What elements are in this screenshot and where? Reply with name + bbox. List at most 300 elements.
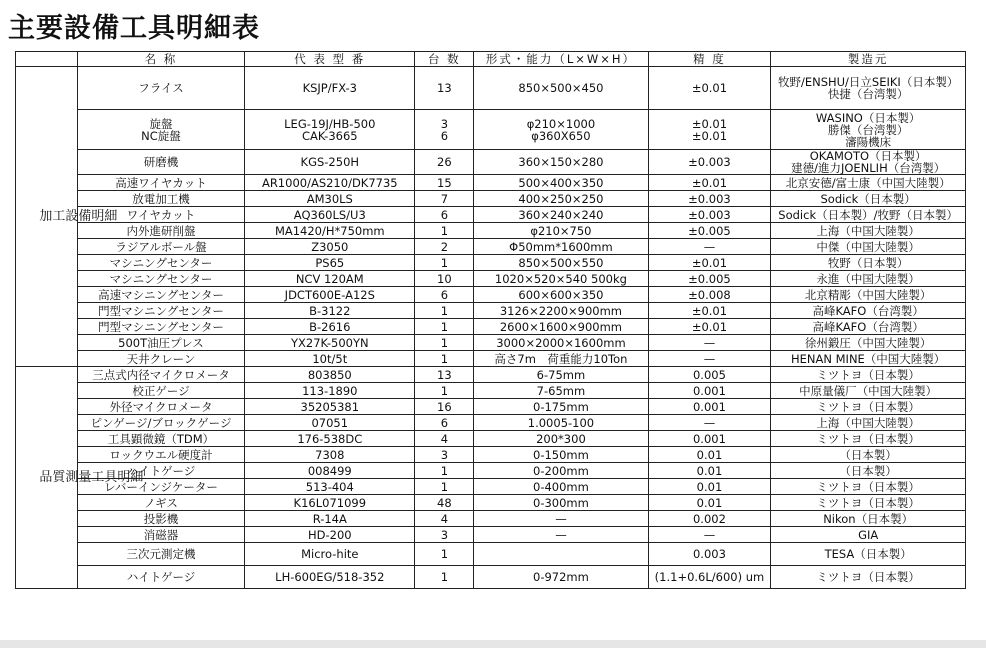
- row-qty-line: 2: [440, 239, 449, 254]
- row-precision-line: ±0.01: [691, 116, 728, 131]
- row-qty-line: 13: [437, 81, 452, 95]
- row-precision: [648, 319, 771, 335]
- row-name-line: ノギス: [144, 495, 178, 510]
- row-maker-line: 北京精彫（中国大陸製）: [804, 287, 932, 302]
- row-spec: [474, 287, 648, 303]
- row-qty: [415, 415, 474, 431]
- row-model-line: NCV 120AM: [295, 271, 364, 286]
- row-maker-line: TESA（日本製）: [824, 547, 912, 561]
- row-model: [245, 255, 415, 271]
- row-maker: [771, 463, 966, 479]
- row-maker: [771, 351, 966, 367]
- row-maker: [771, 431, 966, 447]
- category-measuring: [16, 367, 144, 589]
- row-spec: [474, 543, 648, 566]
- row-precision: [648, 399, 771, 415]
- row-model: [245, 287, 415, 303]
- row-qty: [415, 383, 474, 399]
- row-spec: [474, 110, 648, 150]
- row-name-line: 門型マシニングセンター: [98, 303, 224, 318]
- row-spec: [474, 255, 648, 271]
- row-name: [77, 527, 244, 543]
- row-model: [245, 223, 415, 239]
- row-model-line: KGS-250H: [300, 155, 360, 169]
- table-row: [16, 447, 966, 463]
- row-model-line: 803850: [307, 367, 352, 382]
- row-qty-line: 1: [440, 383, 449, 398]
- row-maker-line: ミツトヨ（日本製）: [816, 399, 920, 414]
- row-name: [77, 303, 244, 319]
- table-row: [16, 207, 966, 223]
- table-row: [16, 303, 966, 319]
- row-spec-line: 1.0005-100: [527, 415, 595, 430]
- row-qty: [415, 110, 474, 150]
- row-maker-line: OKAMOTO（日本製）: [809, 149, 927, 163]
- row-name: [77, 351, 244, 367]
- row-precision: [648, 511, 771, 527]
- row-name: [77, 175, 244, 191]
- row-maker: [771, 383, 966, 399]
- row-precision: [648, 271, 771, 287]
- row-model: [245, 479, 415, 495]
- row-qty: [415, 335, 474, 351]
- row-model-line: AQ360LS/U3: [293, 207, 366, 222]
- row-model: [245, 367, 415, 383]
- row-qty-line: 1: [440, 463, 449, 478]
- row-maker-line: 中原量儀厂（中国大陸製）: [799, 383, 938, 398]
- row-model-line: B-2616: [309, 319, 351, 334]
- row-model-line: B-3122: [309, 303, 351, 318]
- row-precision-line: —: [703, 335, 716, 350]
- row-model-line: YX27K-500YN: [290, 335, 369, 350]
- row-qty: [415, 463, 474, 479]
- row-maker-line: WASINO（日本製）: [815, 110, 921, 125]
- row-name: [77, 511, 244, 527]
- row-maker-line: （日本製）: [839, 447, 897, 462]
- table-row: [16, 175, 966, 191]
- row-name-line: ハイトゲージ: [126, 570, 196, 584]
- row-precision-line: ±0.005: [688, 271, 731, 286]
- row-maker-line: 建德/進力JOENLIH（台湾製）: [791, 161, 946, 175]
- row-model-line: 513-404: [305, 479, 354, 494]
- row-name-line: 工具顕微鏡（TDM）: [107, 431, 215, 446]
- row-maker: [771, 495, 966, 511]
- row-precision: [648, 495, 771, 511]
- row-name: [77, 110, 244, 150]
- row-model-line: KSJP/FX-3: [302, 81, 357, 95]
- row-name-line: 校正ゲージ: [132, 383, 190, 398]
- row-qty-line: 15: [437, 175, 452, 190]
- row-qty-line: 1: [440, 570, 449, 584]
- row-model: [245, 495, 415, 511]
- row-precision: [648, 110, 771, 150]
- row-precision: [648, 335, 771, 351]
- table-row: [16, 495, 966, 511]
- row-maker: [771, 67, 966, 110]
- row-model-line: 07051: [311, 415, 349, 430]
- row-qty-line: 4: [440, 511, 449, 526]
- row-spec-line: 0-300mm: [533, 495, 589, 510]
- table-row: [16, 110, 966, 150]
- table-row: [16, 415, 966, 431]
- row-spec: [474, 223, 648, 239]
- row-name-line: レバーインジケーター: [104, 479, 218, 494]
- row-name-line: 高速ワイヤカット: [115, 175, 207, 190]
- row-precision: [648, 150, 771, 175]
- row-precision: [648, 207, 771, 223]
- row-qty-line: 1: [440, 303, 449, 318]
- row-maker: [771, 415, 966, 431]
- row-precision: [648, 447, 771, 463]
- row-maker: [771, 223, 966, 239]
- row-maker-line: ミツトヨ（日本製）: [816, 479, 920, 494]
- row-name: [77, 223, 244, 239]
- row-name-line: ハイトゲージ: [126, 463, 196, 478]
- row-qty: [415, 566, 474, 589]
- row-spec: [474, 431, 648, 447]
- row-maker: [771, 191, 966, 207]
- row-maker-line: ミツトヨ（日本製）: [816, 570, 920, 584]
- row-spec: [474, 479, 648, 495]
- row-name-line: 三次元測定機: [126, 547, 196, 561]
- row-qty-line: 1: [440, 351, 449, 366]
- row-qty-line: 16: [437, 399, 452, 414]
- row-qty: [415, 543, 474, 566]
- row-precision-line: 0.003: [692, 547, 726, 561]
- row-spec: [474, 527, 648, 543]
- row-spec-line: 0-972mm: [533, 570, 589, 584]
- table-row: [16, 511, 966, 527]
- row-name-line: 外径マイクロメータ: [109, 399, 213, 414]
- row-precision-line: 0.001: [692, 431, 726, 446]
- row-model: [245, 351, 415, 367]
- row-precision-line: ±0.01: [691, 303, 728, 318]
- row-maker-line: 上海（中国大陸製）: [816, 415, 920, 430]
- row-qty-line: 1: [440, 319, 449, 334]
- row-name-line: 三点式内径マイクロメータ: [92, 367, 230, 382]
- row-maker-line: GIA: [858, 527, 879, 542]
- row-precision-line: —: [703, 239, 716, 254]
- row-maker-line: ミツトヨ（日本製）: [816, 495, 920, 510]
- row-maker: [771, 335, 966, 351]
- row-qty: [415, 479, 474, 495]
- table-row: [16, 239, 966, 255]
- row-precision: [648, 175, 771, 191]
- row-spec-line: 2600×1600×900mm: [499, 319, 623, 334]
- row-precision: [648, 431, 771, 447]
- row-spec: [474, 67, 648, 110]
- table-row: [16, 255, 966, 271]
- row-precision-line: 0.002: [692, 511, 726, 526]
- row-name: [77, 543, 244, 566]
- row-qty: [415, 255, 474, 271]
- row-qty: [415, 271, 474, 287]
- row-qty-line: 3: [440, 116, 449, 131]
- row-precision: [648, 463, 771, 479]
- row-qty: [415, 150, 474, 175]
- row-maker: [771, 287, 966, 303]
- row-model: [245, 303, 415, 319]
- row-model-line: JDCT600E-A12S: [284, 287, 375, 302]
- row-precision-line: ±0.01: [691, 319, 728, 334]
- row-maker: [771, 367, 966, 383]
- row-qty-line: 1: [440, 479, 449, 494]
- row-qty: [415, 303, 474, 319]
- row-spec-line: 360×150×280: [518, 155, 604, 169]
- row-precision-line: —: [703, 527, 716, 542]
- table-row: [16, 566, 966, 589]
- row-maker: [771, 271, 966, 287]
- row-qty-line: 7: [440, 191, 449, 206]
- row-qty-line: 48: [437, 495, 452, 510]
- row-model: [245, 67, 415, 110]
- row-qty: [415, 367, 474, 383]
- header-spec: 形式・能力（L×W×H）: [474, 52, 648, 67]
- table-row: [16, 399, 966, 415]
- row-spec-line: —: [555, 511, 567, 526]
- row-maker: [771, 399, 966, 415]
- header-qty: 台 数: [415, 52, 474, 67]
- row-name: [77, 566, 244, 589]
- row-model-line: MA1420/H*750mm: [274, 223, 385, 238]
- row-model: [245, 191, 415, 207]
- row-qty: [415, 447, 474, 463]
- row-precision: [648, 415, 771, 431]
- row-maker: [771, 319, 966, 335]
- row-qty-line: 6: [440, 415, 449, 430]
- row-maker-line: 牧野/ENSHU/日立SEIKI（日本製）: [777, 75, 959, 89]
- row-precision-line: ±0.005: [688, 223, 731, 238]
- table-row: [16, 527, 966, 543]
- row-name-line: 天井クレーン: [126, 351, 196, 366]
- row-spec-line: —: [555, 527, 567, 542]
- row-name-line: 高速マシニングセンター: [98, 287, 224, 302]
- row-qty: [415, 511, 474, 527]
- header-name: 名 称: [77, 52, 244, 67]
- row-model-line: 35205381: [300, 399, 360, 414]
- row-name: [77, 191, 244, 207]
- row-name: [77, 383, 244, 399]
- row-maker-line: ミツトヨ（日本製）: [816, 431, 920, 446]
- row-precision: [648, 303, 771, 319]
- row-qty: [415, 287, 474, 303]
- row-qty: [415, 319, 474, 335]
- row-spec: [474, 150, 648, 175]
- row-name-line: ラジアルボール盤: [115, 239, 207, 254]
- row-qty-line: 6: [440, 207, 449, 222]
- row-maker-line: 上海（中国大陸製）: [816, 223, 920, 238]
- row-name: [77, 367, 244, 383]
- row-model-line: 176-538DC: [297, 431, 363, 446]
- row-maker-line: Nikon（日本製）: [823, 511, 914, 526]
- row-model: [245, 566, 415, 589]
- row-maker-line: 永進（中国大陸製）: [816, 271, 920, 286]
- row-precision-line: 0.01: [696, 447, 723, 462]
- row-precision-line: (1.1+0.6L/600) um: [654, 570, 765, 584]
- page-title: 主要設備工具明細表: [8, 13, 260, 44]
- row-precision: [648, 223, 771, 239]
- row-precision-line: 0.005: [692, 367, 726, 382]
- row-spec: [474, 399, 648, 415]
- row-precision-line: 0.01: [696, 463, 723, 478]
- equipment-table: [15, 51, 966, 589]
- row-precision: [648, 367, 771, 383]
- row-qty: [415, 431, 474, 447]
- row-name: [77, 415, 244, 431]
- table-row: [16, 543, 966, 566]
- row-maker-line: 高峰KAFO（台湾製）: [812, 303, 924, 318]
- row-model-line: PS65: [315, 255, 345, 270]
- row-qty: [415, 495, 474, 511]
- row-spec: [474, 447, 648, 463]
- table-row: [16, 67, 966, 110]
- row-spec-line: 600×600×350: [518, 287, 604, 302]
- row-precision-line: 0.001: [692, 399, 726, 414]
- row-precision-line: —: [703, 351, 716, 366]
- row-model-line: 008499: [307, 463, 352, 478]
- row-spec: [474, 303, 648, 319]
- row-model-line: HD-200: [307, 527, 352, 542]
- row-name-line: 放電加工機: [132, 191, 190, 206]
- row-maker: [771, 303, 966, 319]
- table-row: [16, 191, 966, 207]
- row-precision-line: ±0.003: [688, 155, 731, 169]
- row-spec-line: 1020×520×540 500kg: [494, 271, 627, 286]
- row-maker: [771, 150, 966, 175]
- row-precision: [648, 191, 771, 207]
- row-model: [245, 399, 415, 415]
- row-model-line: K16L071099: [293, 495, 367, 510]
- row-qty: [415, 351, 474, 367]
- row-qty: [415, 191, 474, 207]
- row-spec-line: 高さ7m 荷重能力10Ton: [494, 351, 628, 366]
- row-precision-line: —: [703, 415, 716, 430]
- row-spec-line: Φ50mm*1600mm: [509, 239, 613, 254]
- row-precision-line: ±0.01: [691, 128, 728, 143]
- row-name-line: 500T油圧プレス: [118, 335, 204, 350]
- row-model-line: 10t/5t: [312, 351, 348, 366]
- row-precision: [648, 239, 771, 255]
- row-model-line: CAK-3665: [301, 128, 358, 143]
- table-row: [16, 223, 966, 239]
- row-spec: [474, 239, 648, 255]
- header-model: 代 表 型 番: [245, 52, 415, 67]
- row-model: [245, 175, 415, 191]
- row-spec: [474, 175, 648, 191]
- row-maker-line: 瀋陽機床: [845, 134, 892, 149]
- row-model: [245, 415, 415, 431]
- row-maker-line: （日本製）: [839, 463, 897, 478]
- row-precision: [648, 67, 771, 110]
- row-model: [245, 271, 415, 287]
- row-name-line: NC旋盤: [141, 128, 181, 143]
- row-precision: [648, 543, 771, 566]
- row-qty: [415, 239, 474, 255]
- row-name-line: フライス: [138, 81, 184, 95]
- row-maker: [771, 543, 966, 566]
- row-model-line: AR1000/AS210/DK7735: [261, 175, 398, 190]
- row-spec: [474, 463, 648, 479]
- row-model-line: LH-600EG/518-352: [275, 570, 385, 584]
- table-row: [16, 479, 966, 495]
- row-precision: [648, 383, 771, 399]
- row-model-line: Z3050: [311, 239, 349, 254]
- row-maker: [771, 255, 966, 271]
- row-maker-line: HENAN MINE（中国大陸製）: [790, 351, 946, 366]
- row-qty-line: 13: [437, 367, 452, 382]
- row-spec: [474, 566, 648, 589]
- row-maker: [771, 447, 966, 463]
- row-name-line: ロックウエル硬度計: [109, 447, 213, 462]
- table-row: [16, 383, 966, 399]
- row-model: [245, 239, 415, 255]
- row-name-line: マシニングセンター: [109, 271, 213, 286]
- row-spec: [474, 207, 648, 223]
- row-qty: [415, 207, 474, 223]
- row-model: [245, 447, 415, 463]
- table-row: [16, 431, 966, 447]
- row-spec: [474, 367, 648, 383]
- row-precision-line: 0.01: [696, 479, 723, 494]
- table-row: [16, 335, 966, 351]
- row-qty-line: 6: [440, 128, 449, 143]
- row-precision-line: ±0.01: [691, 81, 728, 95]
- row-name-line: 消磁器: [143, 527, 179, 542]
- row-spec: [474, 511, 648, 527]
- row-maker-line: ミツトヨ（日本製）: [816, 367, 920, 382]
- row-precision: [648, 287, 771, 303]
- row-name: [77, 239, 244, 255]
- row-qty-line: 26: [437, 155, 452, 169]
- row-qty-line: 4: [440, 431, 449, 446]
- row-model: [245, 527, 415, 543]
- row-maker-line: 徐州鍛圧（中国大陸製）: [804, 335, 932, 350]
- row-model: [245, 543, 415, 566]
- row-precision: [648, 255, 771, 271]
- row-precision: [648, 479, 771, 495]
- header-maker: 製造元: [771, 52, 966, 67]
- table-row: [16, 271, 966, 287]
- row-name: [77, 271, 244, 287]
- row-maker: [771, 207, 966, 223]
- row-spec-line: φ360X650: [531, 128, 591, 143]
- table-row: [16, 351, 966, 367]
- row-model: [245, 463, 415, 479]
- row-name-line: ピンゲージ/ブロックゲージ: [90, 415, 232, 430]
- row-qty: [415, 399, 474, 415]
- row-spec: [474, 415, 648, 431]
- row-qty: [415, 527, 474, 543]
- row-spec: [474, 335, 648, 351]
- row-spec-line: 0-400mm: [533, 479, 589, 494]
- row-spec-line: φ210×750: [530, 223, 592, 238]
- row-qty-line: 1: [440, 223, 449, 238]
- row-model-line: 113-1890: [302, 383, 358, 398]
- row-model: [245, 383, 415, 399]
- row-name: [77, 287, 244, 303]
- row-name-line: マシニングセンター: [109, 255, 213, 270]
- row-model-line: Micro-hite: [301, 547, 359, 561]
- table-row: [16, 150, 966, 175]
- row-qty: [415, 175, 474, 191]
- row-model: [245, 335, 415, 351]
- row-name: [77, 335, 244, 351]
- row-precision-line: 0.001: [692, 383, 726, 398]
- row-maker: [771, 511, 966, 527]
- row-qty-line: 1: [440, 335, 449, 350]
- row-name-line: 研磨機: [143, 155, 179, 169]
- row-maker: [771, 239, 966, 255]
